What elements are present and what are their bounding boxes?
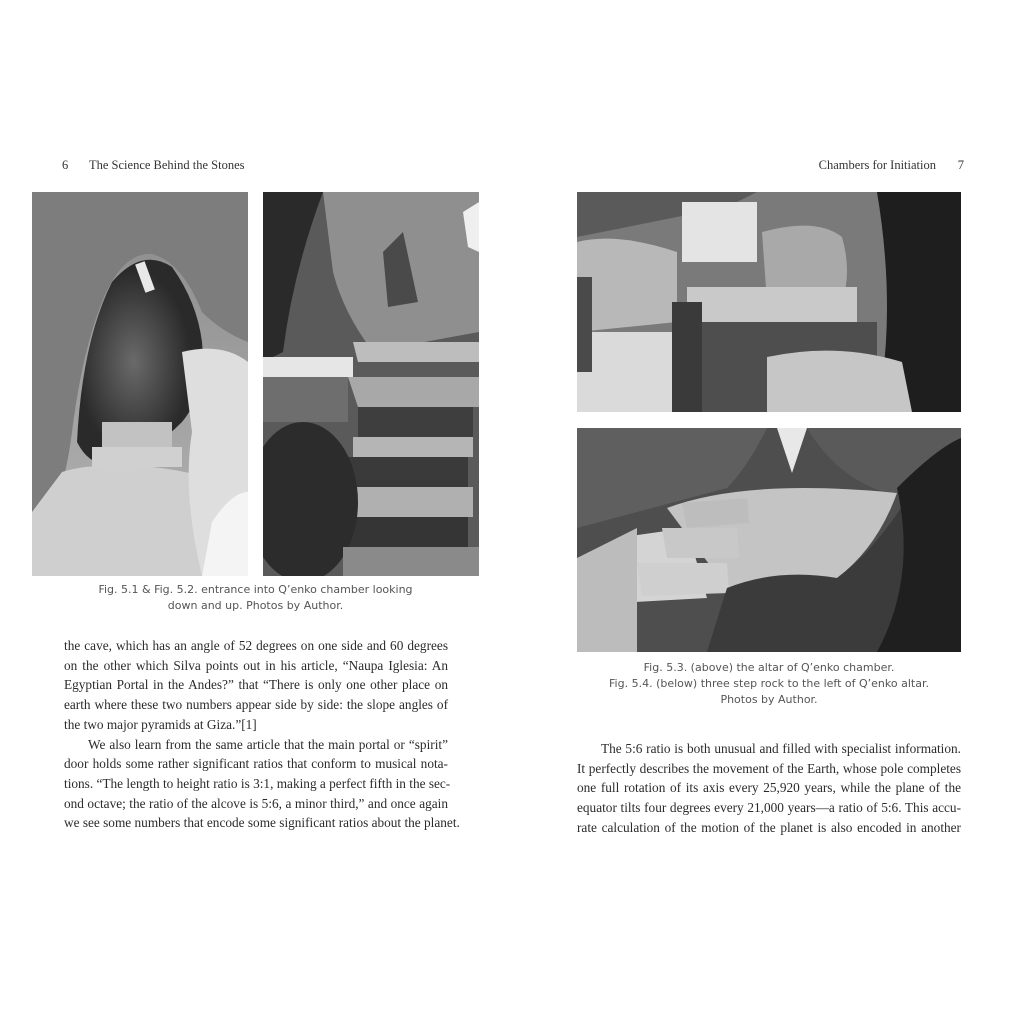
caption-line: Fig. 5.3. (above) the altar of Q’enko chamber. [643,661,895,674]
page-number: 6 [62,158,69,172]
text-line: It perfectly describes the movement of the Earth, whose pole completes [577,760,961,776]
text-line: rate calculation of the motion of the planet is also encoded in another [577,819,961,835]
figure-5-3-photo [577,192,961,412]
cave-entrance-image [32,192,248,576]
text-line: on the other which Silva points out in his article, “Naupa Iglesia: An [64,657,448,673]
text-line: earth where these two numbers appear side by side: the slope angles of [64,697,448,713]
altar-image [577,192,961,412]
text-line: The 5:6 ratio is both unusual and filled with specialist information. [601,741,961,756]
figure-5-1-5-2-caption [32,582,479,614]
running-title: The Science Behind the Stones [89,158,245,172]
paragraph [64,735,460,834]
running-title: Chambers for Initiation [818,158,936,172]
text-line: tions. “The length to height ratio is 3:1, making a perfect fifth in the sec- [64,775,451,791]
caption-line: Photos by Author. [720,693,818,706]
caption-line: Fig. 5.1 & Fig. 5.2. entrance into Q’enko chamber looking [98,583,413,596]
text-line: door holds some rather significant ratios that conform to musical nota- [64,756,448,772]
caption-line: Fig. 5.4. (below) three step rock to the left of Q’enko altar. [609,677,929,690]
text-line: We also learn from the same article that the main portal or “spirit” [88,736,448,752]
stone-steps-image [263,192,479,576]
three-step-rock-image [577,428,961,652]
text-line: the cave, which has an angle of 52 degrees on one side and 60 degrees [64,638,448,653]
text-line: Egyptian Portal in the Andes?” that “There is only one other place on [64,677,448,693]
paragraph [64,636,448,735]
right-page [512,0,1024,1024]
figure-5-1-photo [32,192,248,576]
caption-line: down and up. Photos by Author. [167,599,344,612]
figure-5-2-photo [263,192,479,576]
text-line: we see some numbers that encode some significant ratios about the planet. [64,815,460,831]
paragraph [577,739,961,838]
text-line: ond octave; the ratio of the alcove is 5:6, a minor third,” and once again [64,795,448,811]
text-line: one full rotation of its axis every 25,920 years, while the plane of the [577,780,961,796]
text-line: equator tilts four degrees every 21,000 years—a ratio of 5:6. This accu- [577,800,961,816]
text-line: the two major pyramids at Giza.”[1] [64,716,257,732]
body-text-right [577,739,961,838]
body-text-left [64,636,460,833]
figure-5-3-5-4-caption [577,660,961,708]
figure-5-4-photo [577,428,961,652]
page-number: 7 [957,158,964,172]
